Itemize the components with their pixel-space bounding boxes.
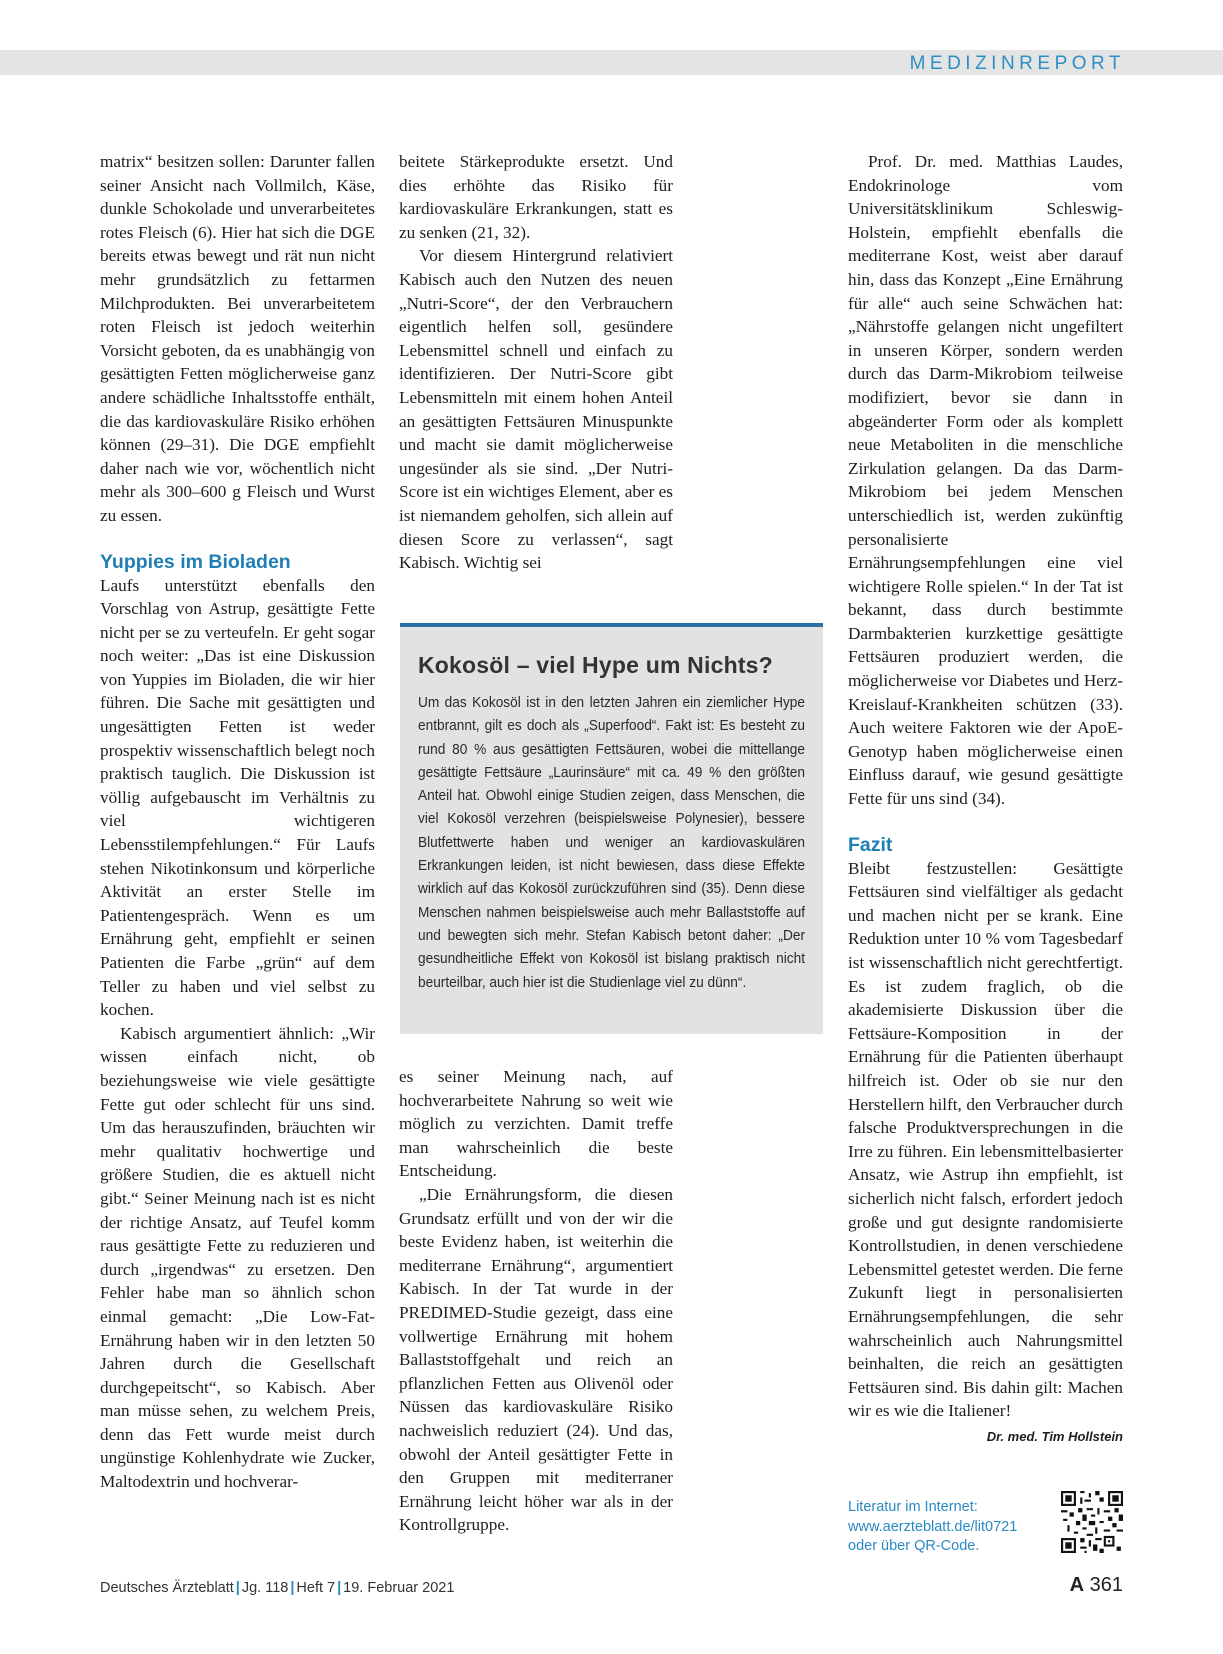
- footer-separator: |: [337, 1580, 342, 1596]
- box-title: Kokosöl – viel Hype um Nichts?: [418, 652, 773, 678]
- column-1: [100, 150, 375, 1494]
- paragraph: matrix“ besitzen sollen: Darunter fallen seiner Ansicht nach Vollmilch, Käse, dunkle Schokolade und unverarbeitetes rotes Fleisch (6). Hier hat sich die DGE bereits etwas bewegt und rät nun nicht mehr grundsätzlich zu fettarmen Milchprodukten. Bei unverarbeitetem roten Fleisch ist jedoch weiterhin Vorsicht geboten, da es unabhängig von gesättigten Fetten möglicherweise ganz andere schädliche Inhaltsstoffe enthält, die das kardiovaskuläre Risiko erhöhen können (29–31). Die DGE empfiehlt daher nach wie vor, wöchentlich nicht mehr als 300–600 g Fleisch und Wurst zu essen.: [100, 152, 375, 525]
- footer-journal: Deutsches Ärzteblatt: [100, 1580, 234, 1596]
- page-number: [1070, 1574, 1123, 1597]
- column-2-bottom: [399, 1065, 673, 1537]
- literature-link[interactable]: www.aerzteblatt.de/lit0721: [848, 1518, 1018, 1535]
- footer-date: 19. Februar 2021: [343, 1580, 455, 1596]
- paragraph: es seiner Meinung nach, auf hochverarbeitete Nahrung so weit wie möglich zu verzichten. Damit treffe man wahrscheinlich die beste Entscheidung.: [399, 1067, 673, 1181]
- footer-separator: |: [235, 1580, 240, 1596]
- section-label: MEDIZINREPORT: [909, 53, 1125, 74]
- paragraph: Vor diesem Hintergrund relativiert Kabisch auch den Nutzen des neuen „Nutri-Score“, der den Verbrauchern eigentlich helfen soll, gesündere Lebensmittel schnell und einfach zu identifizieren. Der Nutri-Score gibt Lebensmitteln mit einem hohen Anteil an gesättigten Fettsäuren Minuspunkte und macht sie damit möglicherweise ungesünder als sie sind. „Der Nutri-Score ist ein wichtiges Element, aber es ist niemandem geholfen, sich allein auf diesen Score zu verlassen“, sagt Kabisch. Wichtig sei: [399, 246, 673, 573]
- box-text: Um das Kokosöl ist in den letzten Jahren ein ziemlicher Hype entbrannt, gilt es doch als „Superfood“. Fakt ist: Es besteht zu rund 80 % aus gesättigten Fettsäuren, wobei die mittellange gesättigte Fettsäure „Laurinsäure“ mit ca. 49 % den größten Anteil hat. Obwohl einige Studien zeigen, dass Menschen, die viel Kokosöl verzehren (beispielsweise Polynesier), bessere Blutfettwerte haben und weniger an kardiovaskulären Erkrankungen leiden, ist nicht bewiesen, dass diese Effekte wirklich auf das Kokosöl zurückzuführen sind (35). Denn diese Menschen nahmen beispielsweise auch mehr Ballaststoffe auf und bewegten sich mehr. Stefan Kabisch betont daher: „Der gesundheitliche Effekt von Kokosöl ist bislang praktisch nicht beurteilbar, auch hier ist die Studienlage viel zu dünn“.: [418, 694, 805, 991]
- fazit-text: Bleibt festzustellen: Gesättigte Fettsäuren sind vielfältiger als gedacht und machen nicht per se krank. Eine Reduktion unter 10 % vom Tagesbedarf ist wissenschaftlich nicht gerechtfertigt. Es ist zudem fraglich, ob die akademisierte Diskussion über die Fettsäure-Komposition in der Ernährung für die Patienten überhaupt hilfreich ist. Oder ob sie nur den Herstellern hilft, den Verbraucher durch falsche Produktversprechungen in die Irre zu führen. Ein lebensmittelbasierter Ansatz, wie Astrup ihn empfiehlt, ist sicherlich nicht falsch, erfordert jedoch große und gut designte randomisierte Kontrollstudien, in denen verschiedene Lebensmittel getestet werden. Die ferne Zukunft liegt in personalisierten Ernährungsempfehlungen, die sehr wahrscheinlich auch Nahrungsmittel beinhalten, die reich an gesättigten Fettsäuren sind. Bis dahin gilt: Machen wir es wie die Italiener!: [848, 858, 1123, 1421]
- literature-note: [848, 1498, 1048, 1557]
- paragraph: Kabisch argumentiert ähnlich: „Wir wissen einfach nicht, ob beziehungsweise wie viele gesättigte Fette gut oder schlecht für uns sind. Um das herauszufinden, bräuchten wir mehr qualitativ hochwertige und größere Studien, die es aktuell nicht gibt.“ Seiner Meinung nach ist es nicht der richtige Ansatz, auf Teufel komm raus gesättigte Fette zu reduzieren und durch „irgendwas“ zu ersetzen. Den Fehler habe man so ähnlich schon einmal gemacht: „Die Low-Fat-Ernährung haben wir in den letzten 50 Jahren durch die Gesellschaft durchgepeitscht“, so Kabisch. Aber man müsse sehen, zu welchem Preis, denn das Fett wurde meist durch ungünstige Kohlenhydrate wie Zucker, Maltodextrin und hochverar-: [100, 1023, 375, 1492]
- paragraph-fazit: [848, 857, 1123, 1444]
- footer-citation: [100, 1580, 454, 1596]
- footer-issue: Heft 7: [296, 1580, 336, 1596]
- column-3: [848, 150, 1123, 1448]
- footer-separator: |: [290, 1580, 295, 1596]
- column-2-top: [399, 150, 673, 575]
- footer-volume: Jg. 118: [241, 1580, 289, 1596]
- sidebar-box-kokosoel: [400, 623, 823, 1034]
- literature-label: Literatur im Internet:: [848, 1499, 978, 1515]
- subheading-fazit: Fazit: [848, 833, 893, 856]
- qr-code-icon[interactable]: [1061, 1491, 1123, 1553]
- paragraph: beitete Stärkeprodukte ersetzt. Und dies erhöhte das Risiko für kardiovaskuläre Erkrankungen, statt es zu senken (21, 32).: [399, 152, 673, 242]
- author-signature: Dr. med. Tim Hollstein: [986, 1428, 1123, 1444]
- literature-qr-hint: oder über QR-Code.: [848, 1538, 980, 1554]
- paragraph: Prof. Dr. med. Matthias Laudes, Endokrinologe vom Universitätsklinikum Schleswig-Holstein, empfiehlt ebenfalls die mediterrane Kost, weist aber darauf hin, dass das Konzept „Eine Ernährung für alle“ auch seine Schwächen hat: „Nährstoffe gelangen nicht ungefiltert in unseren Körper, sondern werden durch das Darm-Mikrobiom teilweise modifiziert, bevor sie dann in abgeänderter Form oder als komplett neue Metaboliten in die menschliche Zirkulation gelangen. Da das Darm-Mikrobiom bei jedem Menschen unterschiedlich ist, werden zukünftig personalisierte Ernährungsempfehlungen eine viel wichtigere Rolle spielen.“ In der Tat ist bekannt, dass durch bestimmte Darmbakterien kurzkettige gesättigte Fettsäuren produziert werden, die möglicherweise vor Diabetes und Herz-Kreislauf-Krankheiten schützen (33). Auch weitere Faktoren wie der ApoE-Genotyp haben möglicherweise einen Einfluss darauf, wie gesund gesättigte Fette für uns sind (34).: [848, 152, 1123, 809]
- page-number-value: 361: [1089, 1574, 1123, 1596]
- paragraph: Laufs unterstützt ebenfalls den Vorschlag von Astrup, gesättigte Fette nicht per se zu verteufeln. Er geht sogar noch weiter: „Das ist eine Diskussion von Yuppies im Bioladen, die wir hier führen. Die Sache mit gesättigten und ungesättigten Fetten ist weder prospektiv wissenschaftlich belegt noch praktisch tauglich. Die Diskussion ist völlig aufgebauscht im Verhältnis zu viel wichtigeren Lebensstilempfehlungen.“ Für Laufs stehen Nikotinkonsum und körperliche Aktivität an erster Stelle im Patientengespräch. Wenn es um Ernährung geht, empfiehlt er seinen Patienten die Farbe „grün“ auf dem Teller zu haben und viel selbst zu kochen.: [100, 575, 375, 1020]
- paragraph: „Die Ernährungsform, die diesen Grundsatz erfüllt und von der wir die beste Evidenz haben, ist weiterhin die mediterrane Ernährung“, argumentiert Kabisch. In der Tat wurde in der PREDIMED-Studie gezeigt, dass eine vollwertige Ernährung mit hohem Ballaststoffgehalt und reich an pflanzlichen Fetten aus Olivenöl oder Nüssen das kardiovaskuläre Risiko nachweislich reduziert (24). Und das, obwohl der Anteil gesättigter Fette in den Gruppen mit mediterraner Ernährung leicht höher war als in der Kontrollgruppe.: [399, 1184, 673, 1535]
- subheading-yuppies: Yuppies im Bioladen: [100, 550, 291, 573]
- page-prefix: A: [1069, 1574, 1085, 1596]
